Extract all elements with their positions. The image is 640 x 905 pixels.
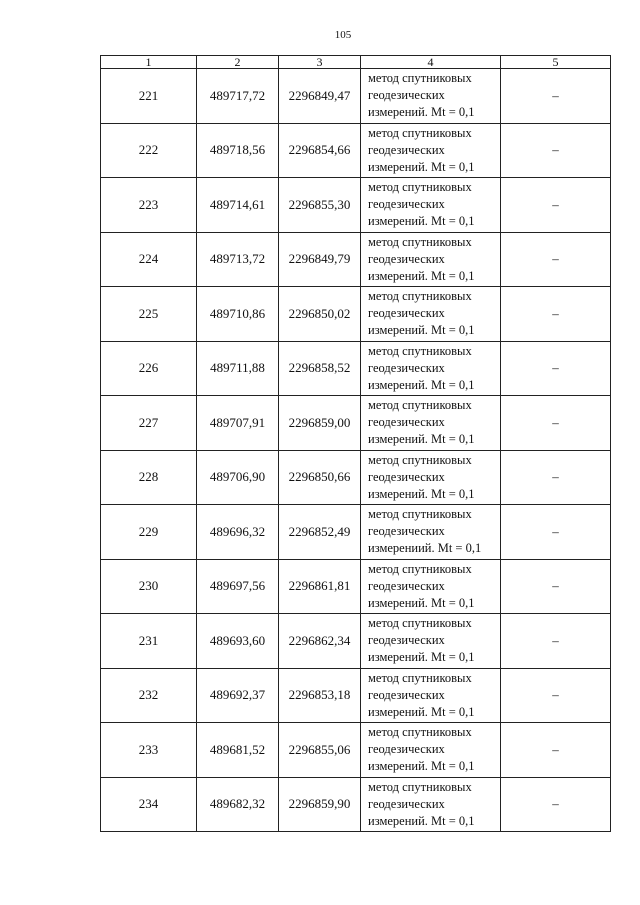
method-line-1: метод спутниковых (368, 725, 472, 740)
method-line-3: измерений. Mt = 0,1 (368, 432, 475, 447)
table-row (101, 287, 611, 342)
table-row (101, 396, 611, 451)
method-line-2: геодезических (368, 360, 445, 375)
table-row (101, 341, 611, 396)
table-row (101, 232, 611, 287)
point-number-cell: 227 (101, 396, 197, 451)
method-line-2: геодезических (368, 197, 445, 212)
description-cell: – (501, 396, 611, 451)
column-header-point-number: 1 (101, 56, 197, 69)
method-line-1: метод спутниковых (368, 234, 472, 249)
method-line-2: геодезических (368, 742, 445, 757)
description-cell: – (501, 341, 611, 396)
point-number-cell: 226 (101, 341, 197, 396)
x-coordinate-cell: 489714,61 (197, 178, 279, 233)
method-line-3: измерениий. Mt = 0,1 (368, 541, 482, 556)
method-line-1: метод спутниковых (368, 670, 472, 685)
method-line-1: метод спутниковых (368, 507, 472, 522)
method-line-3: измерений. Mt = 0,1 (368, 650, 475, 665)
method-line-2: геодезических (368, 415, 445, 430)
x-coordinate-cell: 489696,32 (197, 505, 279, 560)
method-cell (361, 69, 501, 124)
x-coordinate-cell: 489717,72 (197, 69, 279, 124)
method-line-1: метод спутниковых (368, 561, 472, 576)
x-coordinate-cell: 489707,91 (197, 396, 279, 451)
y-coordinate-cell: 2296861,81 (279, 559, 361, 614)
x-coordinate-cell: 489692,37 (197, 668, 279, 723)
method-line-3: измерений. Mt = 0,1 (368, 159, 475, 174)
description-cell: – (501, 614, 611, 669)
description-cell: – (501, 559, 611, 614)
method-line-1: метод спутниковых (368, 180, 472, 195)
method-line-3: измерений. Mt = 0,1 (368, 105, 475, 120)
method-line-2: геодезических (368, 578, 445, 593)
point-number-cell: 231 (101, 614, 197, 669)
method-cell (361, 287, 501, 342)
column-header-method: 4 (361, 56, 501, 69)
method-line-1: метод спутниковых (368, 616, 472, 631)
method-line-3: измерений. Mt = 0,1 (368, 595, 475, 610)
method-cell (361, 232, 501, 287)
x-coordinate-cell: 489713,72 (197, 232, 279, 287)
method-cell (361, 341, 501, 396)
y-coordinate-cell: 2296855,30 (279, 178, 361, 233)
y-coordinate-cell: 2296854,66 (279, 123, 361, 178)
point-number-cell: 221 (101, 69, 197, 124)
page-number: 105 (334, 29, 352, 41)
method-line-1: метод спутниковых (368, 289, 472, 304)
method-line-2: геодезических (368, 469, 445, 484)
method-line-3: измерений. Mt = 0,1 (368, 813, 475, 828)
point-number-cell: 224 (101, 232, 197, 287)
column-header-y: 3 (279, 56, 361, 69)
method-cell (361, 668, 501, 723)
point-number-cell: 228 (101, 450, 197, 505)
method-cell (361, 559, 501, 614)
table-row (101, 505, 611, 560)
x-coordinate-cell: 489681,52 (197, 723, 279, 778)
y-coordinate-cell: 2296849,47 (279, 69, 361, 124)
y-coordinate-cell: 2296853,18 (279, 668, 361, 723)
x-coordinate-cell: 489693,60 (197, 614, 279, 669)
method-line-2: геодезических (368, 88, 445, 103)
table-row (101, 614, 611, 669)
table-row (101, 123, 611, 178)
description-cell: – (501, 123, 611, 178)
method-cell (361, 723, 501, 778)
method-cell (361, 614, 501, 669)
description-cell: – (501, 723, 611, 778)
method-line-2: геодезических (368, 796, 445, 811)
method-line-3: измерений. Mt = 0,1 (368, 323, 475, 338)
method-line-1: метод спутниковых (368, 71, 472, 86)
y-coordinate-cell: 2296855,06 (279, 723, 361, 778)
coordinates-table (100, 55, 611, 832)
y-coordinate-cell: 2296858,52 (279, 341, 361, 396)
table-row (101, 559, 611, 614)
y-coordinate-cell: 2296850,66 (279, 450, 361, 505)
point-number-cell: 234 (101, 777, 197, 832)
method-line-3: измерений. Mt = 0,1 (368, 704, 475, 719)
point-number-cell: 223 (101, 178, 197, 233)
method-line-1: метод спутниковых (368, 779, 472, 794)
method-line-3: измерений. Mt = 0,1 (368, 268, 475, 283)
point-number-cell: 229 (101, 505, 197, 560)
x-coordinate-cell: 489697,56 (197, 559, 279, 614)
y-coordinate-cell: 2296859,90 (279, 777, 361, 832)
method-line-1: метод спутниковых (368, 125, 472, 140)
table-row (101, 723, 611, 778)
description-cell: – (501, 777, 611, 832)
method-line-2: геодезических (368, 251, 445, 266)
point-number-cell: 233 (101, 723, 197, 778)
description-cell: – (501, 178, 611, 233)
method-line-2: геодезических (368, 633, 445, 648)
table-row (101, 178, 611, 233)
method-line-1: метод спутниковых (368, 398, 472, 413)
method-cell (361, 396, 501, 451)
method-cell (361, 123, 501, 178)
point-number-cell: 225 (101, 287, 197, 342)
method-cell (361, 178, 501, 233)
description-cell: – (501, 69, 611, 124)
point-number-cell: 222 (101, 123, 197, 178)
method-cell (361, 450, 501, 505)
x-coordinate-cell: 489710,86 (197, 287, 279, 342)
method-line-2: геодезических (368, 687, 445, 702)
method-line-3: измерений. Mt = 0,1 (368, 214, 475, 229)
column-header-x: 2 (197, 56, 279, 69)
header-row (101, 56, 611, 69)
x-coordinate-cell: 489718,56 (197, 123, 279, 178)
description-cell: – (501, 450, 611, 505)
table-row (101, 668, 611, 723)
method-cell (361, 505, 501, 560)
point-number-cell: 232 (101, 668, 197, 723)
point-number-cell: 230 (101, 559, 197, 614)
description-cell: – (501, 505, 611, 560)
table-row (101, 450, 611, 505)
table-row (101, 69, 611, 124)
y-coordinate-cell: 2296849,79 (279, 232, 361, 287)
y-coordinate-cell: 2296852,49 (279, 505, 361, 560)
method-line-1: метод спутниковых (368, 343, 472, 358)
description-cell: – (501, 232, 611, 287)
y-coordinate-cell: 2296862,34 (279, 614, 361, 669)
method-line-2: геодезических (368, 524, 445, 539)
table-row (101, 777, 611, 832)
method-cell (361, 777, 501, 832)
method-line-1: метод спутниковых (368, 452, 472, 467)
x-coordinate-cell: 489711,88 (197, 341, 279, 396)
description-cell: – (501, 668, 611, 723)
method-line-2: геодезических (368, 142, 445, 157)
x-coordinate-cell: 489706,90 (197, 450, 279, 505)
description-cell: – (501, 287, 611, 342)
y-coordinate-cell: 2296850,02 (279, 287, 361, 342)
method-line-2: геодезических (368, 306, 445, 321)
column-header-description: 5 (501, 56, 611, 69)
x-coordinate-cell: 489682,32 (197, 777, 279, 832)
method-line-3: измерений. Mt = 0,1 (368, 377, 475, 392)
y-coordinate-cell: 2296859,00 (279, 396, 361, 451)
method-line-3: измерений. Mt = 0,1 (368, 486, 475, 501)
method-line-3: измерений. Mt = 0,1 (368, 759, 475, 774)
